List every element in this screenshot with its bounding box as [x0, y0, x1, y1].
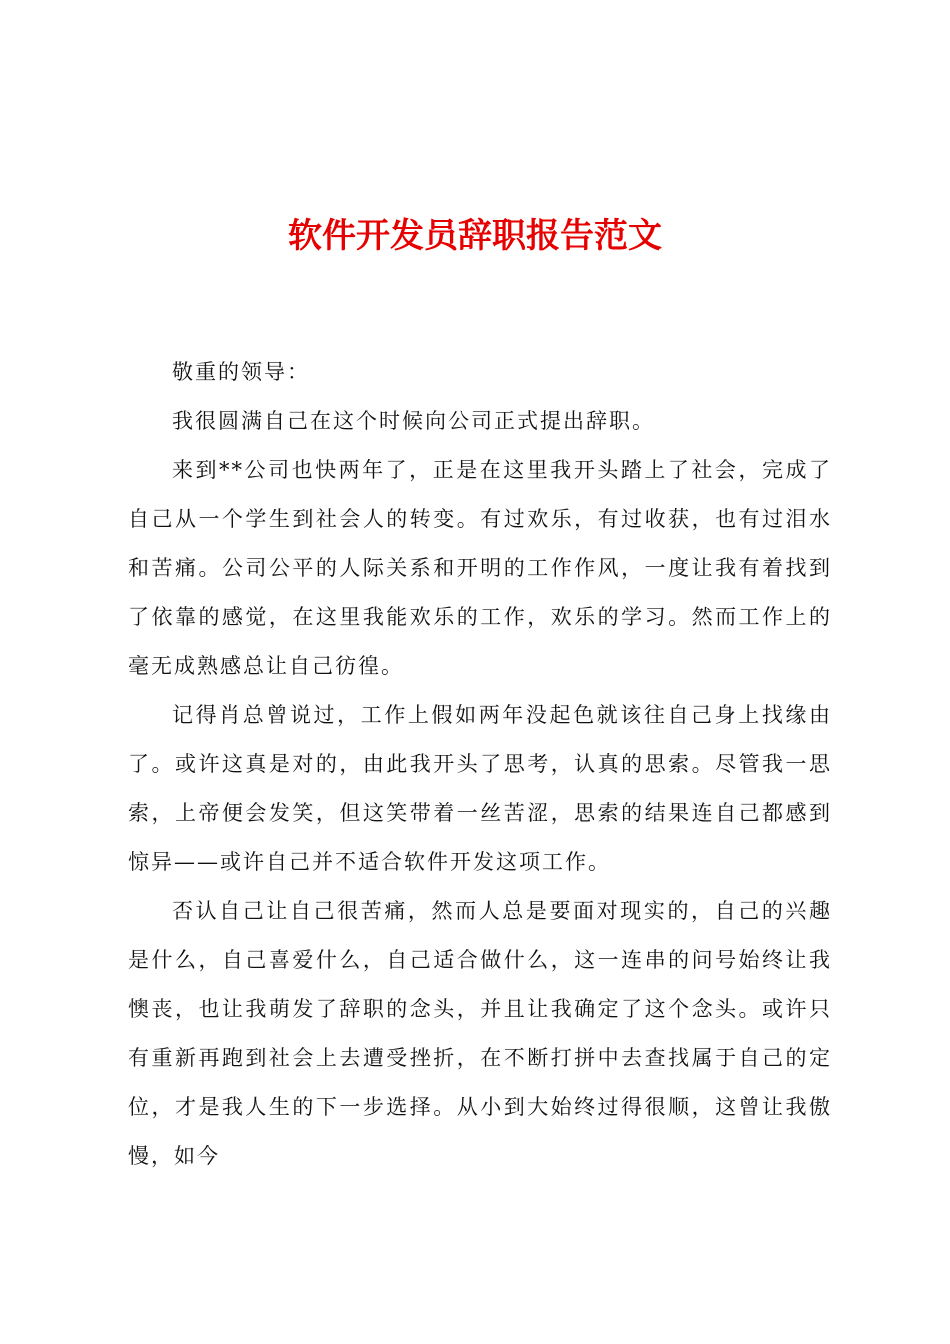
body-paragraph-1: 来到**公司也快两年了，正是在这里我开头踏上了社会，完成了自己从一个学生到社会人的转变。有过欢乐，有过收获，也有过泪水和苦痛。公司公平的人际关系和开明的工作作风，一度让我有着找到了依靠的感觉，在这里我能欢乐的工作，欢乐的学习。然而工作上的毫无成熟感总让自己彷徨。 [128, 458, 832, 678]
opening-paragraph: 我很圆满自己在这个时候向公司正式提出辞职。 [172, 409, 655, 433]
body-paragraph-3: 否认自己让自己很苦痛，然而人总是要面对现实的，自己的兴趣是什么，自己喜爱什么，自己适合做什么，这一连串的问号始终让我懊丧，也让我萌发了辞职的念头，并且让我确定了这个念头。或许只有重新再跑到社会上去遭受挫折，在不断打拼中去查找属于自己的定位，才是我人生的下一步选择。从小到大始终过得很顺，这曾让我傲慢，如今 [128, 899, 832, 1168]
salutation-paragraph: 敬重的领导： [172, 360, 310, 384]
document-body [128, 348, 832, 1181]
document-title: 软件开发员辞职报告范文 [288, 216, 662, 256]
body-paragraph-2: 记得肖总曾说过，工作上假如两年没起色就该往自己身上找缘由了。或许这真是对的，由此我开头了思考，认真的思索。尽管我一思索，上帝便会发笑，但这笑带着一丝苦涩，思索的结果连自己都感到惊异——或许自己并不适合软件开发这项工作。 [128, 703, 832, 874]
